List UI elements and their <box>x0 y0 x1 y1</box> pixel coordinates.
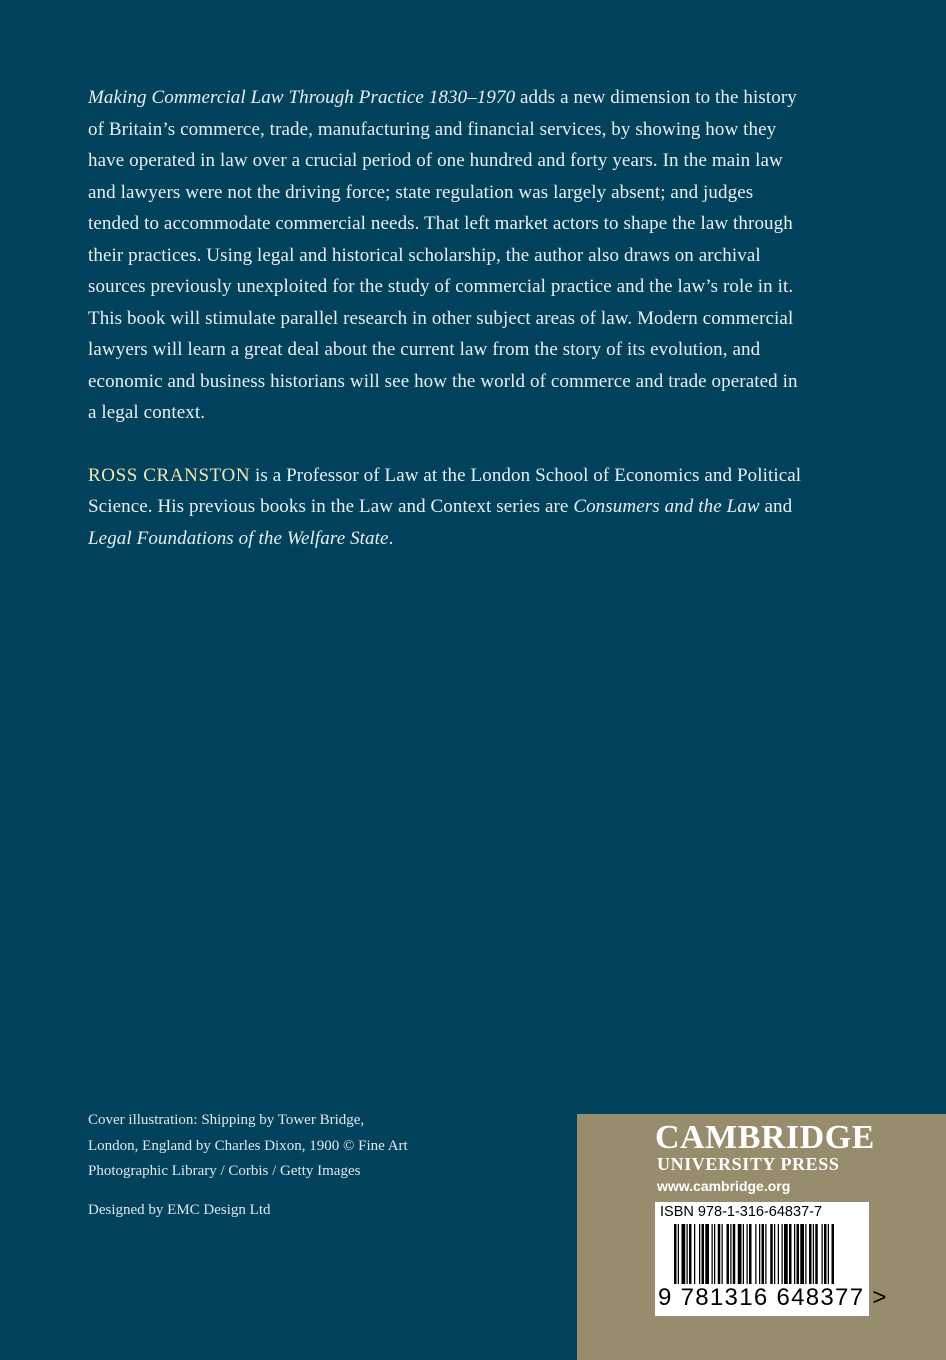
bio-text: is a Professor of Law at the London School of Economics and Political Science. His previous books in the Law and Context series are <box>88 464 802 517</box>
publisher-press: UNIVERSITY PRESS <box>657 1154 840 1174</box>
credit-line-2: London, England by Charles Dixon, 1900 © Fine Art <box>88 1137 408 1154</box>
book-title: Making Commercial Law Through Practice 1830–1970 <box>88 87 516 108</box>
credit-line-3: Photographic Library / Corbis / Getty Images <box>88 1163 361 1179</box>
barcode-panel <box>655 1202 888 1316</box>
previous-book-2: Legal Foundations of the Welfare State <box>88 527 389 549</box>
blurb-text: adds a new dimension to the history of Britain’s commerce, trade, manufacturing and financial services, by showing how they have operated in law over a crucial period of one hundred and forty years. In the main law and lawyers were not the driving force; state regulation was largely absent; and judges tended to accommodate commercial needs. That left market actors to shape the law through their practices. Using legal and historical scholarship, the author also draws on archival sources previously unexploited for the study of commercial practice and the law’s role in it. This book will stimulate parallel research in other subject areas of law. Modern commercial lawyers will learn a great deal about the current law from the story of its evolution, and economic and business historians will see how the world of commerce and trade operated in a legal context. <box>88 87 798 423</box>
publisher-name: CAMBRIDGE <box>655 1119 875 1156</box>
bio-end: . <box>388 527 394 549</box>
barcode-digits: 9 781316 648377 > <box>658 1284 888 1311</box>
author-name: ROSS CRANSTON <box>88 464 251 486</box>
author-bio <box>88 460 808 555</box>
publisher-box <box>577 1114 946 1360</box>
cover-credits <box>88 1108 488 1223</box>
designer-credit: Designed by EMC Design Ltd <box>88 1201 271 1218</box>
publisher-website: www.cambridge.org <box>657 1178 791 1194</box>
isbn-label: ISBN 978-1-316-64837-7 <box>660 1204 823 1220</box>
bio-and: and <box>759 496 793 517</box>
barcode-icon <box>660 1224 864 1284</box>
back-cover-blurb <box>88 82 808 554</box>
previous-book-1: Consumers and the Law <box>573 496 760 517</box>
credit-line-1: Cover illustration: Shipping by Tower Bridge, <box>88 1112 365 1128</box>
blurb-paragraph <box>88 82 808 429</box>
